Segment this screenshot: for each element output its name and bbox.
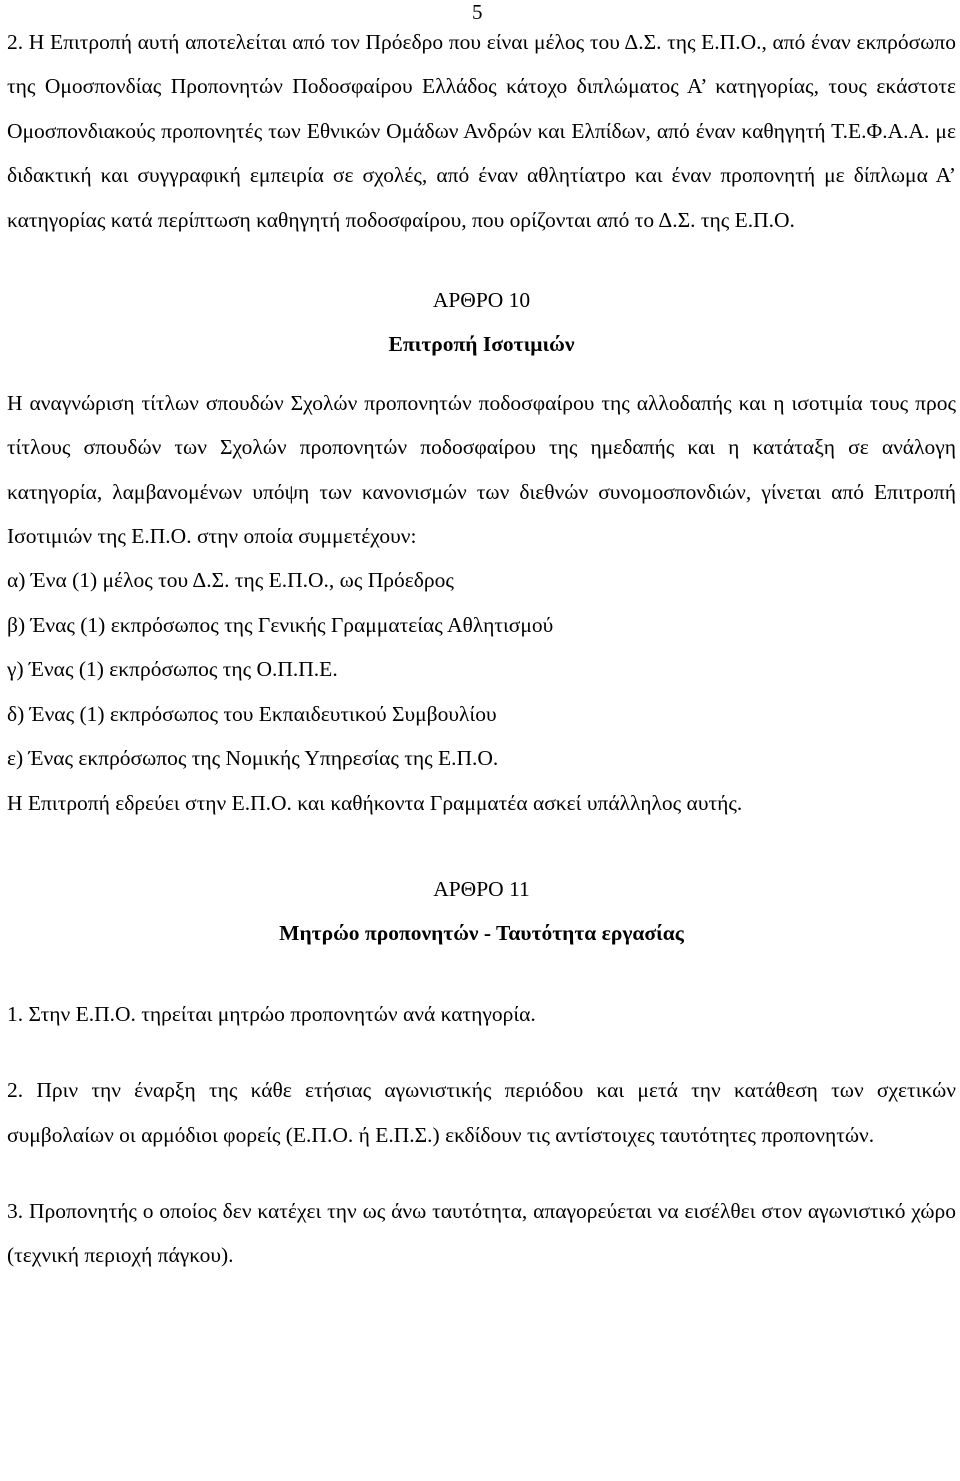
member-item: β) Ένας (1) εκπρόσωπος της Γενικής Γραμματείας Αθλητισμού bbox=[7, 612, 554, 637]
spacer bbox=[7, 1036, 956, 1068]
intro-paragraph: 2. Η Επιτροπή αυτή αποτελείται από τον Πρόεδρο που είναι μέλος του Δ.Σ. της Ε.Π.Ο., από έναν εκπρόσωπο της Ομοσπονδίας Προπονητών Ποδοσφαίρου Ελλάδος κάτοχο διπλώματος Α’ κατηγορίας, τους εκάστοτε Ομοσπονδιακούς προπονητές των Εθνικών Ομάδων Ανδρών και Ελπίδων, από έναν καθηγητή Τ.Ε.Φ.Α.Α. με διδακτική και συγγραφική εμπειρία σε σχολές, από έναν αθλητίατρο και έναν προπονητή με δίπλωμα Α’ κατηγορίας κατά περίπτωση καθηγητή ποδοσφαίρου, που ορίζονται από το Δ.Σ. της Ε.Π.Ο. bbox=[7, 30, 956, 232]
spacer bbox=[7, 242, 956, 278]
member-item: α) Ένα (1) μέλος του Δ.Σ. της Ε.Π.Ο., ως Πρόεδρος bbox=[7, 568, 454, 593]
member-item: ε) Ένας εκπρόσωπος της Νομικής Υπηρεσίας της Ε.Π.Ο. bbox=[7, 746, 499, 771]
member-item: δ) Ένας (1) εκπρόσωπος του Εκπαιδευτικού Συμβουλίου bbox=[7, 701, 497, 726]
document-body bbox=[7, 20, 956, 1278]
article-11-label: ΑΡΘΡΟ 11 bbox=[433, 876, 530, 901]
article-11-title: Μητρώο προπονητών - Ταυτότητα εργασίας bbox=[279, 921, 684, 946]
page-number: 5 bbox=[472, 0, 483, 24]
article-11-item: 2. Πριν την έναρξη της κάθε ετήσιας αγωνιστικής περιόδου και μετά την κατάθεση των σχετικών συμβολαίων οι αρμόδιοι φορείς (Ε.Π.Ο. ή Ε.Π.Σ.) εκδίδουν τις αντίστοιχες ταυτότητες προπονητών. bbox=[7, 1078, 956, 1147]
article-11-item: 1. Στην Ε.Π.Ο. τηρείται μητρώο προπονητών ανά κατηγορία. bbox=[7, 1001, 536, 1026]
spacer bbox=[7, 956, 956, 992]
member-item: γ) Ένας (1) εκπρόσωπος της Ο.Π.Π.Ε. bbox=[7, 657, 338, 682]
article-10-title: Επιτροπή Ισοτιμιών bbox=[388, 332, 575, 357]
article-11-item: 3. Προπονητής ο οποίος δεν κατέχει την ως άνω ταυτότητα, απαγορεύεται να εισέλθει στον αγωνιστικό χώρο (τεχνική περιοχή πάγκου). bbox=[7, 1198, 956, 1268]
article-10-paragraph: Η αναγνώριση τίτλων σπουδών Σχολών προπονητών ποδοσφαίρου της αλλοδαπής και η ισοτιμία τους προς τίτλους σπουδών των Σχολών προπονητών ποδοσφαίρου της ημεδαπής και η κατάταξη σε ανάλογη κατηγορία, λαμβανομένων υπόψη των κανονισμών των διεθνών συνομοσπονδιών, γίνεται από Επιτροπή Ισοτιμιών της Ε.Π.Ο. στην οποία συμμετέχουν: bbox=[7, 390, 956, 549]
spacer bbox=[7, 825, 956, 867]
article-10-label: ΑΡΘΡΟ 10 bbox=[432, 288, 531, 313]
article-10-closing: Η Επιτροπή εδρεύει στην Ε.Π.Ο. και καθήκοντα Γραμματέα ασκεί υπάλληλος αυτής. bbox=[7, 790, 743, 815]
spacer bbox=[7, 367, 956, 381]
spacer bbox=[7, 1157, 956, 1189]
